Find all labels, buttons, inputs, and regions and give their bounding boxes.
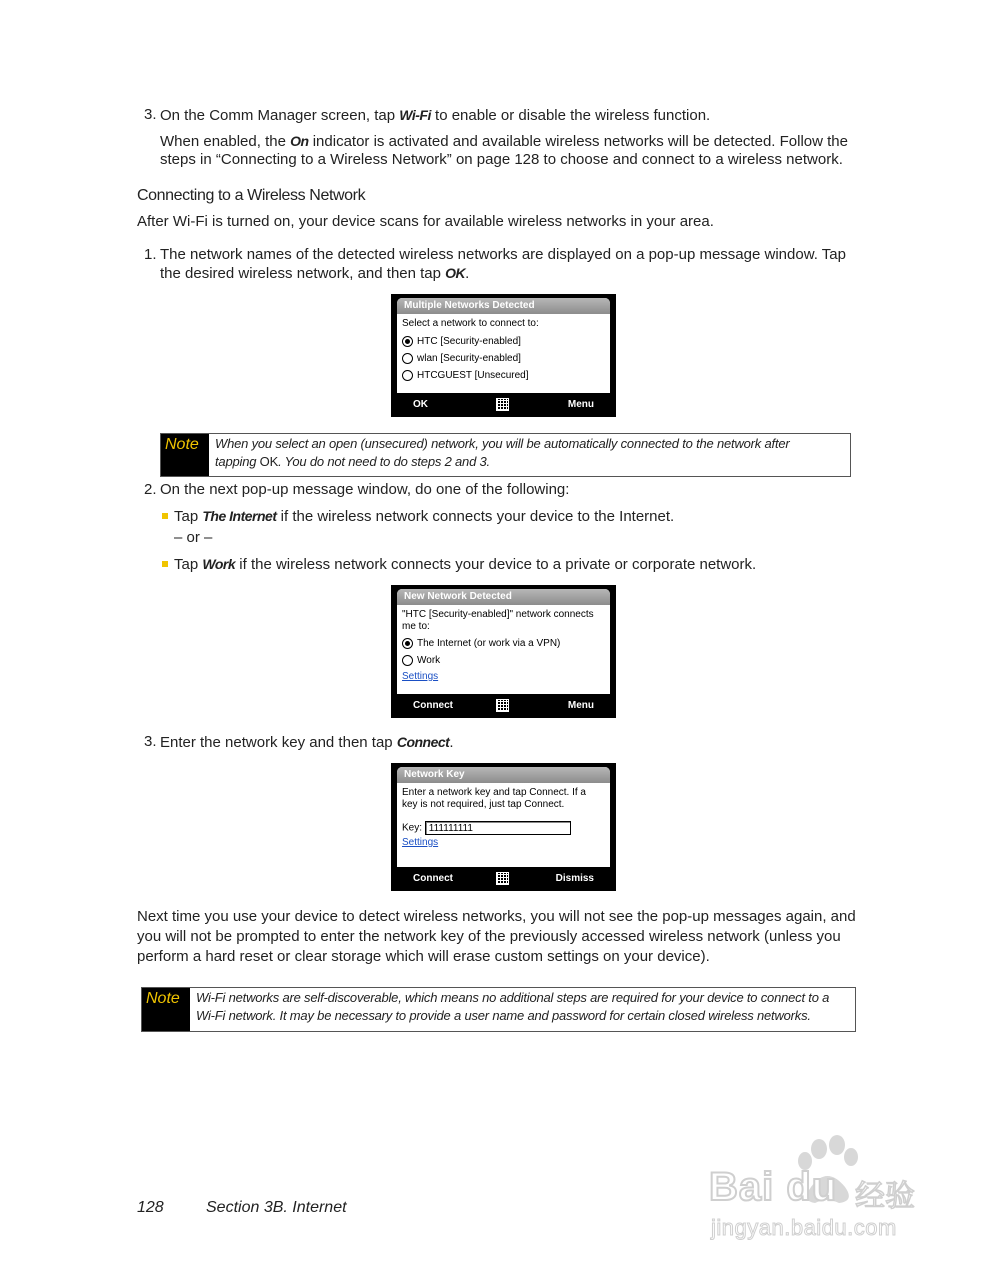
multiple-networks-dialog bbox=[391, 294, 616, 417]
network-option[interactable] bbox=[402, 333, 605, 350]
option-label: HTCGUEST [Unsecured] bbox=[417, 370, 529, 381]
bullet-icon bbox=[162, 513, 168, 519]
softkey-bar bbox=[391, 393, 616, 417]
step3a-paragraph bbox=[160, 132, 880, 169]
dialog-line: "HTC [Security-enabled]" network connects bbox=[402, 609, 594, 620]
dismiss-softkey[interactable]: Dismiss bbox=[555, 873, 594, 884]
step1-text bbox=[160, 246, 880, 283]
new-network-dialog bbox=[391, 585, 616, 718]
baidu-watermark bbox=[709, 1135, 929, 1245]
network-key-dialog bbox=[391, 763, 616, 891]
note-box bbox=[141, 987, 856, 1032]
dialog-title: Multiple Networks Detected bbox=[397, 298, 610, 314]
settings-link[interactable]: Settings bbox=[402, 837, 439, 848]
network-option[interactable] bbox=[402, 367, 605, 384]
text-run: steps in “Connecting to a Wireless Network” on page 128 to choose and connect to a wireless network. bbox=[160, 151, 843, 168]
text-run: Next time you use your device to detect wireless networks, you will not see the pop-up messages again, and bbox=[137, 908, 856, 925]
softkey-bar bbox=[391, 694, 616, 718]
step3b-text bbox=[160, 733, 454, 752]
intro-text: After Wi-Fi is turned on, your device scans for available wireless networks in your area. bbox=[137, 213, 714, 230]
bullet1-text bbox=[174, 507, 674, 526]
note-box bbox=[160, 433, 851, 477]
section-label: Section 3B. Internet bbox=[206, 1199, 347, 1216]
text-run: the desired wireless network, and then tap bbox=[160, 265, 446, 282]
softkey-bar bbox=[391, 867, 616, 891]
connection-option[interactable] bbox=[402, 635, 605, 652]
text-run: Tap bbox=[174, 508, 203, 525]
radio-icon[interactable] bbox=[402, 370, 413, 381]
radio-selected-icon[interactable] bbox=[402, 638, 413, 649]
text-run: On the Comm Manager screen, tap bbox=[160, 107, 400, 124]
text-run: . You do not need to do steps 2 and 3. bbox=[278, 454, 490, 469]
note-tag: Note bbox=[142, 988, 190, 1031]
text-run: to enable or disable the wireless function. bbox=[430, 107, 711, 124]
step3a-text bbox=[160, 106, 710, 125]
step-number: 1. bbox=[144, 246, 157, 263]
connect-term: Connect bbox=[396, 734, 450, 750]
radio-selected-icon[interactable] bbox=[402, 336, 413, 347]
key-row bbox=[402, 821, 605, 835]
work-term: Work bbox=[202, 556, 236, 572]
connect-softkey[interactable]: Connect bbox=[413, 700, 453, 711]
note-text bbox=[190, 988, 855, 1031]
page-number: 128 bbox=[137, 1199, 164, 1216]
settings-link[interactable]: Settings bbox=[402, 671, 439, 682]
text-run: When enabled, the bbox=[160, 133, 291, 150]
connect-softkey[interactable]: Connect bbox=[413, 873, 453, 884]
dialog-line: me to: bbox=[402, 621, 430, 632]
step-number: 3. bbox=[144, 106, 157, 123]
dialog-title: New Network Detected bbox=[397, 589, 610, 605]
ok-term: OK bbox=[259, 454, 279, 469]
text-run: Tap bbox=[174, 556, 203, 573]
watermark-brand: Bai du bbox=[709, 1165, 838, 1209]
bullet2-text bbox=[174, 555, 756, 574]
watermark-cn: 经验 bbox=[855, 1180, 915, 1213]
or-separator: – or – bbox=[174, 529, 213, 546]
text-run: Wi-Fi networks are self-discoverable, which means no additional steps are required for your device to connect to a bbox=[196, 990, 830, 1005]
dialog-prompt: Select a network to connect to: bbox=[402, 318, 539, 329]
menu-softkey[interactable]: Menu bbox=[567, 700, 594, 711]
text-run: if the wireless network connects your device to a private or corporate network. bbox=[235, 556, 757, 573]
step-number: 3. bbox=[144, 733, 157, 750]
option-label: Work bbox=[417, 655, 441, 666]
text-run: The network names of the detected wireless networks are displayed on a pop-up message window. Tap bbox=[160, 246, 846, 263]
radio-icon[interactable] bbox=[402, 655, 413, 666]
wifi-term: Wi-Fi bbox=[399, 107, 431, 123]
internet-term: The Internet bbox=[202, 508, 277, 524]
dialog-line: Enter a network key and tap Connect. If a bbox=[402, 787, 586, 798]
option-label: wlan [Security-enabled] bbox=[417, 353, 521, 364]
option-label: HTC [Security-enabled] bbox=[417, 336, 521, 347]
keyboard-icon[interactable] bbox=[496, 699, 509, 712]
network-option[interactable] bbox=[402, 350, 605, 367]
ok-term: OK bbox=[445, 265, 466, 281]
text-run: . bbox=[449, 734, 454, 751]
ok-softkey[interactable]: OK bbox=[413, 399, 428, 410]
bullet-icon bbox=[162, 561, 168, 567]
connection-option[interactable] bbox=[402, 652, 605, 669]
section-heading: Connecting to a Wireless Network bbox=[137, 187, 366, 204]
dialog-title: Network Key bbox=[397, 767, 610, 783]
network-key-input[interactable]: 111111111 bbox=[425, 821, 571, 835]
dialog-line: key is not required, just tap Connect. bbox=[402, 799, 565, 810]
text-run: Enter the network key and then tap bbox=[160, 734, 397, 751]
text-run: you will not be prompted to enter the network key of the previously accessed wireless network (unless you bbox=[137, 928, 841, 945]
keyboard-icon[interactable] bbox=[496, 398, 509, 411]
radio-icon[interactable] bbox=[402, 353, 413, 364]
text-run: When you select an open (unsecured) network, you will be automatically connected to the network after bbox=[215, 436, 790, 451]
on-term: On bbox=[290, 133, 309, 149]
step-number: 2. bbox=[144, 481, 157, 498]
text-run: perform a hard reset or clear storage which will erase custom settings on your device). bbox=[137, 948, 710, 965]
step2-text: On the next pop-up message window, do one of the following: bbox=[160, 481, 570, 498]
text-run: if the wireless network connects your device to the Internet. bbox=[276, 508, 675, 525]
closing-paragraph bbox=[137, 907, 877, 967]
text-run: tapping bbox=[215, 454, 260, 469]
text-run: indicator is activated and available wireless networks will be detected. Follow the bbox=[308, 133, 848, 150]
note-tag: Note bbox=[161, 434, 209, 476]
key-label: Key: bbox=[402, 822, 423, 834]
option-label: The Internet (or work via a VPN) bbox=[417, 638, 561, 649]
text-run: . bbox=[465, 265, 470, 282]
menu-softkey[interactable]: Menu bbox=[567, 399, 594, 410]
text-run: Wi-Fi network. It may be necessary to provide a user name and password for certain closed wireless networks. bbox=[196, 1008, 811, 1023]
keyboard-icon[interactable] bbox=[496, 872, 509, 885]
watermark-url: jingyan.baidu.com bbox=[711, 1215, 897, 1240]
note-text bbox=[209, 434, 850, 476]
